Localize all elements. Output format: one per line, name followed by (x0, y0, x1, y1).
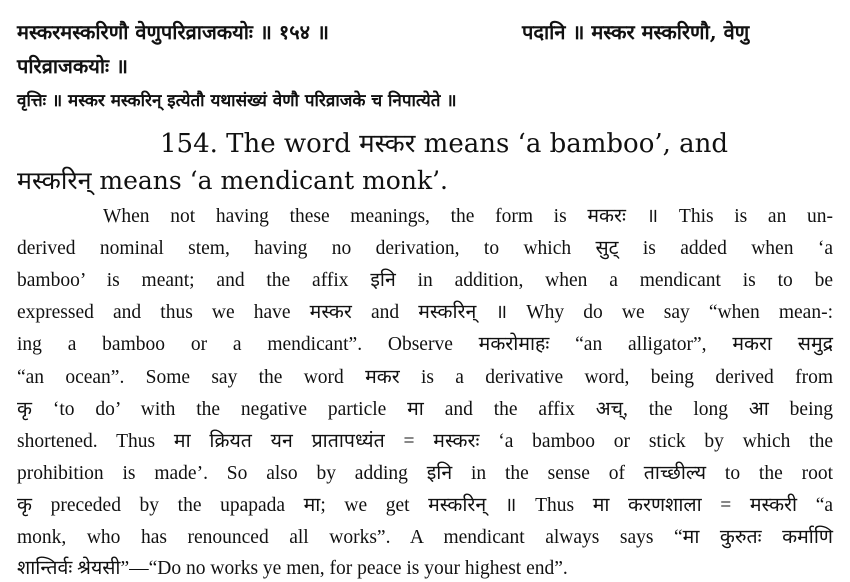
heading-line-2: मस्करिन् means ‘a mendicant monk’. (17, 166, 448, 195)
heading-line-1: 154. The word मस्कर means ‘a bamboo’, and (160, 129, 729, 159)
sutra-text: मस्करमस्करिणौ वेणुपरिव्राजकयोः ॥ १५४ ॥ (17, 20, 330, 44)
vritti-line: वृत्तिः ॥ मस्कर मस्करिन् इत्येतौ यथासंख्यं वेणौ परिव्राजके च निपात्येते ॥ (17, 91, 457, 111)
body-line-2: derived nominal stem, having no derivation, to which सुट् is added when ‘a (17, 238, 833, 259)
body-line-11: monk, who has renounced all works”. A mendicant always says “मा कुरुतः कर्माणि (17, 527, 833, 548)
sutra-line-1 (17, 18, 837, 45)
body-line-5: ing a bamboo or a mendicant”. Observe मकरोमाहः “an alligator”, मकरा समुद्र (17, 334, 833, 355)
body-line-6: “an ocean”. Some say the word मकर is a derivative word, being derived from (17, 367, 833, 388)
body-line-10: कृ preceded by the upapada मा; we get मस्करिन् ॥ Thus मा करणशाला = मस्करी “a (17, 495, 833, 516)
body-line-3: bamboo’ is meant; and the affix इनि in addition, when a mendicant is to be (17, 270, 833, 291)
sutra-line-2: परिव्राजकयोः ॥ (17, 54, 128, 78)
body-line-4: expressed and thus we have मस्कर and मस्करिन् ॥ Why do we say “when mean-: (17, 302, 833, 323)
body-line-9: prohibition is made’. So also by adding इनि in the sense of ताच्छील्य to the root (17, 463, 833, 484)
padani-text: पदानि ॥ मस्कर मस्करिणौ, वेणु (522, 20, 750, 44)
body-line-12: शान्तिर्वः श्रेयसी”—“Do no works ye men, for peace is your highest end”. (17, 558, 568, 579)
body-line-7: कृ ‘to do’ with the negative particle मा and the affix अच्, the long आ being (17, 399, 833, 420)
body-line-8: shortened. Thus मा क्रियत यन प्रातापध्यंत = मस्करः ‘a bamboo or stick by which the (17, 431, 833, 452)
body-line-1: When not having these meanings, the form is मकरः ॥ This is an un- (103, 206, 833, 227)
